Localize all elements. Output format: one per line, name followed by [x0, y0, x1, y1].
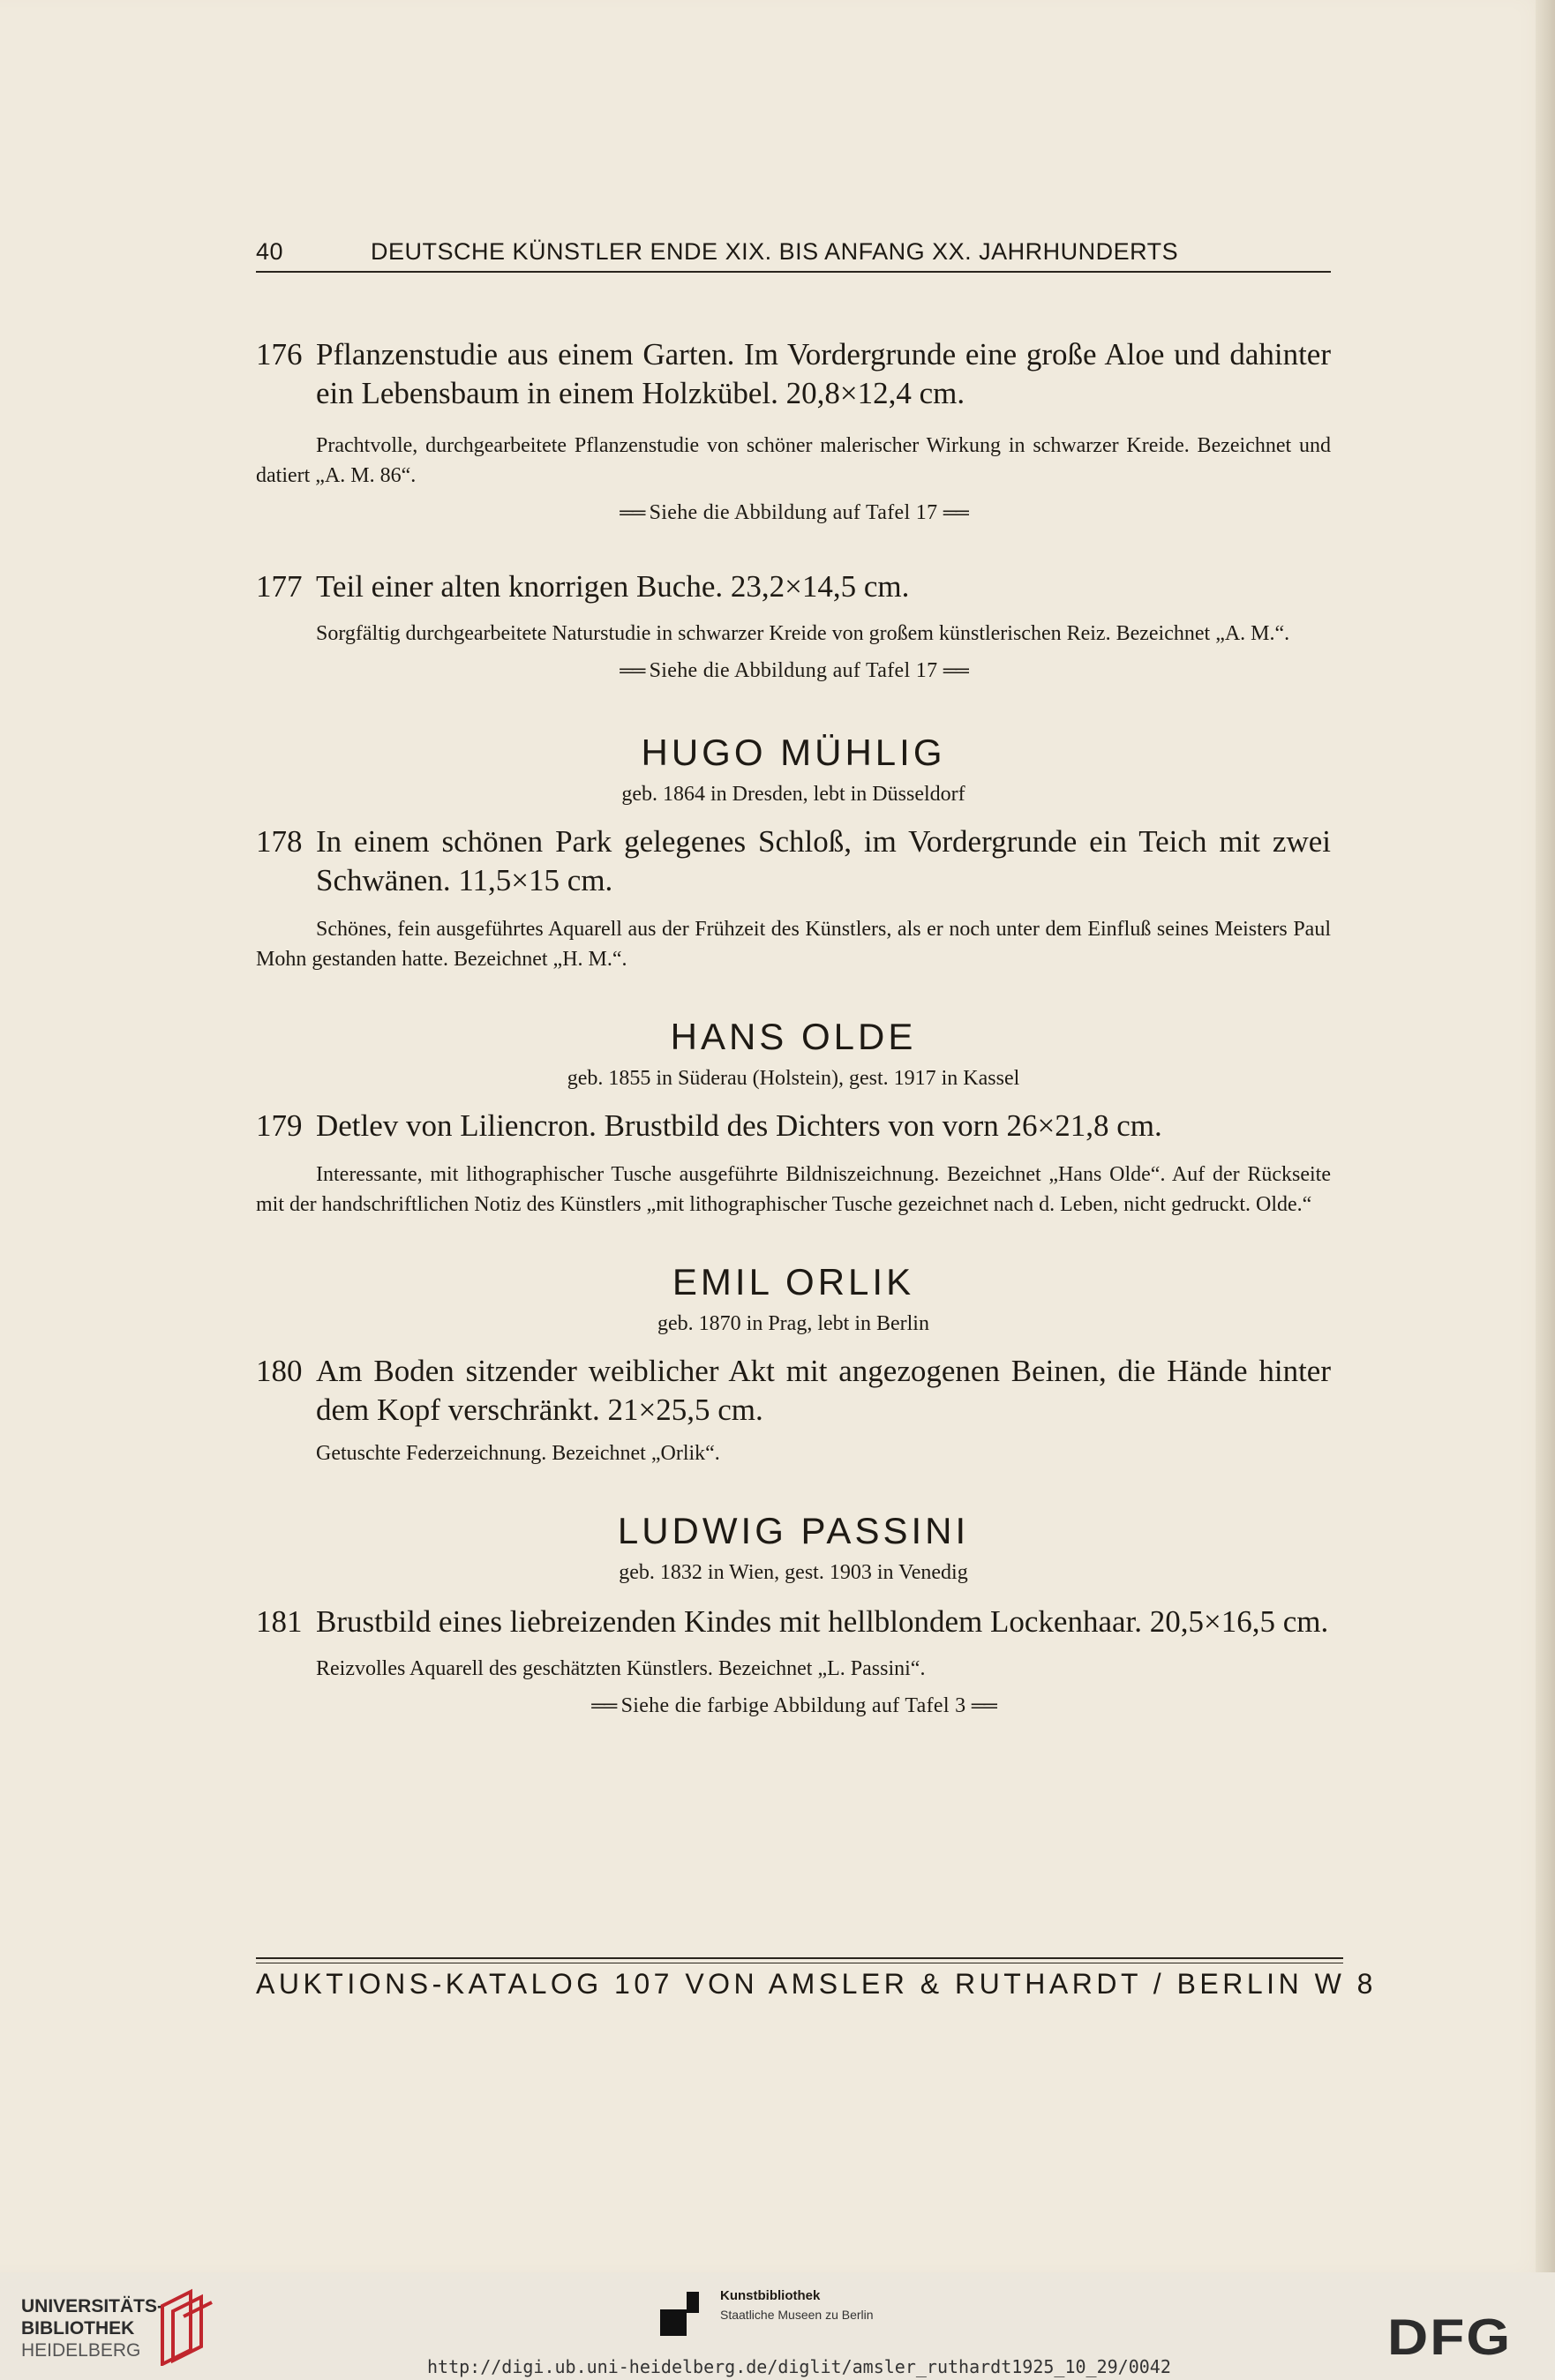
lot-heading — [256, 1352, 1331, 1430]
kunstbibliothek-mark-icon — [660, 2292, 710, 2341]
plate-reference: ══ Siehe die Abbildung auf Tafel 17 ══ — [620, 501, 967, 524]
lot-180 — [256, 1352, 1331, 1468]
plate-reference-text: Siehe die Abbildung auf Tafel 17 — [649, 659, 938, 682]
lot-title: Detlev von Liliencron. Brustbild des Dichters von vorn 26×21,8 cm. — [316, 1108, 1162, 1143]
university-emblem-icon — [155, 2288, 217, 2366]
lot-number: 177 — [256, 569, 303, 604]
lot-heading — [256, 1107, 1331, 1145]
running-head — [256, 238, 1331, 273]
lot-title: In einem schönen Park gelegenes Schloß, im Vordergrunde ein Teich mit zwei Schwänen. 11,5×15 cm. — [316, 824, 1331, 897]
artist-bio: geb. 1855 in Süderau (Holstein), gest. 1917 in Kassel — [567, 1067, 1020, 1090]
university-line-2: BIBLIOTHEK — [21, 2318, 135, 2339]
lot-title: Am Boden sitzender weiblicher Akt mit angezogenen Beinen, die Hände hinter dem Kopf verschränkt. 21×25,5 cm. — [316, 1354, 1331, 1427]
artist-section-passini — [256, 1509, 1331, 1587]
artist-section-orlik — [256, 1260, 1331, 1338]
lot-description: Getuschte Federzeichnung. Bezeichnet „Orlik“. — [316, 1442, 720, 1465]
page-edge-shadow — [1536, 0, 1555, 2272]
lot-title: Teil einer alten knorrigen Buche. 23,2×14,5 cm. — [316, 569, 910, 604]
lot-heading — [256, 1603, 1331, 1641]
lot-176 — [256, 335, 1331, 525]
artist-section-olde — [256, 1015, 1331, 1092]
artist-name: HUGO MÜHLIG — [641, 732, 946, 773]
plate-reference: ══ Siehe die Abbildung auf Tafel 17 ══ — [620, 659, 967, 682]
lot-heading — [256, 567, 1331, 606]
lot-number: 178 — [256, 824, 303, 859]
plate-reference-text: Siehe die Abbildung auf Tafel 17 — [649, 501, 938, 524]
running-title: DEUTSCHE KÜNSTLER ENDE XIX. BIS ANFANG XX. JAHRHUNDERTS — [371, 238, 1179, 265]
plate-reference-text: Siehe die farbige Abbildung auf Tafel 3 — [620, 1694, 966, 1717]
kunstbibliothek-name: Kunstbibliothek — [720, 2288, 821, 2303]
page-number: 40 — [256, 238, 284, 265]
lot-description: Reizvolles Aquarell des geschätzten Künstlers. Bezeichnet „L. Passini“. — [316, 1657, 926, 1680]
lot-number: 179 — [256, 1108, 303, 1143]
lot-description: Interessante, mit lithographischer Tusche ausgeführte Bildniszeichnung. Bezeichnet „Hans Olde“. Auf der Rückseite mit der handschriftlichen Notiz des Künstlers „mit lithographischer Tusche gezeichnet nach d. Leben, nicht gedruckt. Olde.“ — [256, 1163, 1331, 1216]
lot-181 — [256, 1603, 1331, 1718]
lot-description: Prachtvolle, durchgearbeitete Pflanzenstudie von schöner malerischer Wirkung in schwarzer Kreide. Bezeichnet und datiert „A. M. 86“. — [256, 434, 1331, 487]
artist-bio: geb. 1864 in Dresden, lebt in Düsseldorf — [621, 783, 965, 806]
artist-name: LUDWIG PASSINI — [617, 1510, 970, 1551]
lot-number: 176 — [256, 337, 303, 372]
artist-bio: geb. 1832 in Wien, gest. 1903 in Venedig — [619, 1561, 968, 1584]
lot-number: 181 — [256, 1604, 303, 1639]
university-line-1: UNIVERSITÄTS- — [21, 2296, 164, 2316]
lot-179 — [256, 1107, 1331, 1220]
catalog-content — [256, 335, 1331, 1718]
permalink-url[interactable]: http://digi.ub.uni-heidelberg.de/diglit/amsler_ruthardt1925_10_29/0042 — [427, 2356, 1171, 2377]
lot-number: 180 — [256, 1354, 303, 1388]
lot-178 — [256, 822, 1331, 974]
lot-title: Pflanzenstudie aus einem Garten. Im Vordergrunde eine große Aloe und dahinter ein Lebensbaum in einem Holzkübel. 20,8×12,4 cm. — [316, 337, 1331, 410]
lot-description: Schönes, fein ausgeführtes Aquarell aus der Frühzeit des Künstlers, als er noch unter dem Einfluß seines Meisters Paul Mohn gestanden hatte. Bezeichnet „H. M.“. — [256, 918, 1331, 971]
staatliche-museen-name: Staatliche Museen zu Berlin — [720, 2308, 874, 2322]
artist-section-muehlig — [256, 731, 1331, 808]
lot-heading — [256, 335, 1331, 413]
lot-title: Brustbild eines liebreizenden Kindes mit hellblondem Lockenhaar. 20,5×16,5 cm. — [316, 1604, 1329, 1639]
university-library-logo — [21, 2295, 163, 2361]
artist-name: HANS OLDE — [670, 1016, 917, 1057]
artist-name: EMIL ORLIK — [672, 1261, 915, 1303]
lot-heading — [256, 822, 1331, 900]
catalog-footer: AUKTIONS-KATALOG 107 VON AMSLER & RUTHARDT / BERLIN W 8 — [256, 1957, 1343, 2001]
dfg-logo: DFG — [1387, 2308, 1513, 2366]
plate-reference: ══ Siehe die farbige Abbildung auf Tafel 3 ══ — [591, 1694, 995, 1717]
lot-177 — [256, 567, 1331, 683]
lot-description: Sorgfältig durchgearbeitete Naturstudie in schwarzer Kreide von großem künstlerischen Reiz. Bezeichnet „A. M.“. — [316, 622, 1290, 645]
university-line-3: HEIDELBERG — [21, 2340, 141, 2361]
artist-bio: geb. 1870 in Prag, lebt in Berlin — [657, 1312, 929, 1335]
